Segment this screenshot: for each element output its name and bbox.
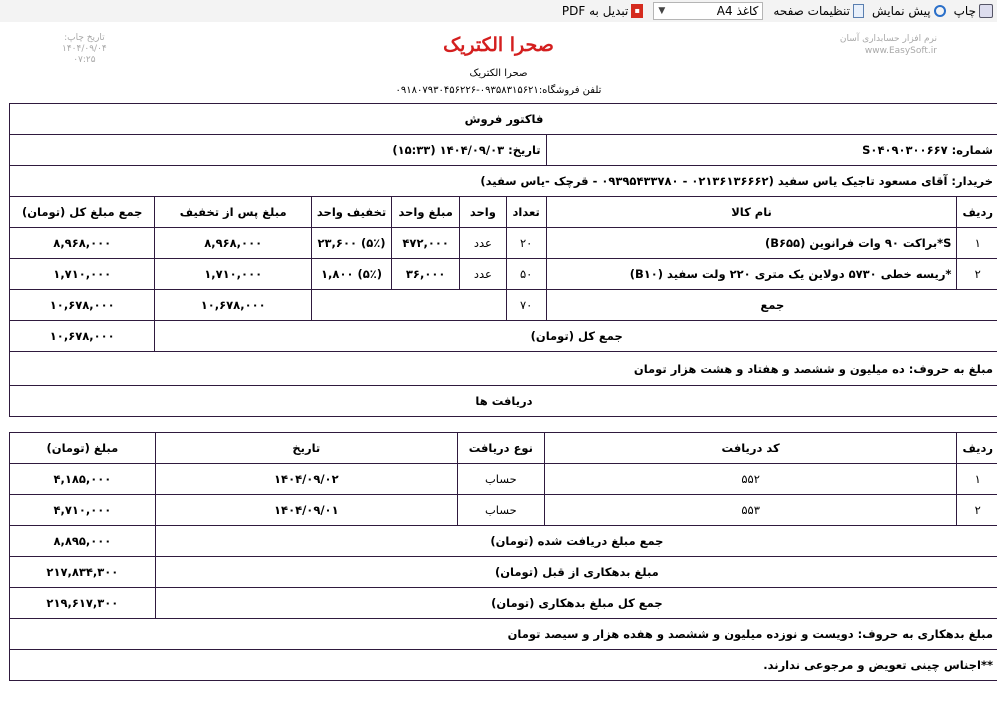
- grand-total-value: ۱۰,۶۷۸,۰۰۰: [10, 321, 155, 352]
- pay-amount: ۴,۷۱۰,۰۰۰: [10, 495, 156, 526]
- pay-type: حساب: [457, 464, 544, 495]
- invoice-table: [9, 103, 997, 417]
- print-date-block: [62, 33, 107, 66]
- pay-col-row: ردیف: [957, 433, 997, 464]
- amount-in-words: مبلغ به حروف: ده میلیون و ششصد و هفتاد و هشت هزار تومان: [10, 352, 997, 386]
- page-icon: [853, 4, 864, 18]
- pdf-label: تبدیل به PDF: [561, 4, 629, 18]
- table-row: [10, 259, 997, 290]
- grand-total-label: جمع کل (تومان): [155, 321, 997, 352]
- pay-type: حساب: [457, 495, 544, 526]
- payments-header-row: [10, 433, 997, 464]
- sum-empty-cell: [311, 290, 506, 321]
- total-debt-value: ۲۱۹,۶۱۷,۳۰۰: [10, 588, 156, 619]
- item-qty: ۵۰: [506, 259, 546, 290]
- shop-name: صحرا الکتریک: [443, 34, 554, 56]
- software-name: نرم افزار حسابداری آسان: [839, 34, 937, 44]
- print-button[interactable]: [950, 4, 997, 18]
- shop-phone: تلفن فروشگاه:۰۹۳۵۸۳۱۵۶۲۱-۰۹۱۸۰۷۹۳۰۴۵۶۲۲۶: [395, 85, 602, 96]
- preview-button[interactable]: [868, 4, 950, 18]
- pay-code: ۵۵۲: [544, 464, 957, 495]
- software-url: www.EasySoft.ir: [864, 46, 937, 56]
- item-unit: عدد: [460, 259, 507, 290]
- pdf-export-button[interactable]: [558, 4, 647, 18]
- paper-size-select[interactable]: [653, 2, 763, 20]
- item-name: S*براکت ۹۰ وات فرانوین (B۶۵۵): [546, 228, 957, 259]
- payments-title: دریافت ها: [10, 386, 997, 417]
- sum-label: جمع: [546, 290, 997, 321]
- invoice-title: فاکتور فروش: [10, 104, 997, 135]
- sum-qty: ۷۰: [506, 290, 546, 321]
- total-received-label: جمع مبلغ دریافت شده (تومان): [155, 526, 997, 557]
- previous-debt-row: [10, 557, 997, 588]
- col-total: جمع مبلغ کل (تومان): [10, 197, 155, 228]
- col-after-discount: مبلغ پس از تخفیف: [155, 197, 311, 228]
- item-discount: (۵٪) ۲۳,۶۰۰: [311, 228, 391, 259]
- pay-col-type: نوع دریافت: [457, 433, 544, 464]
- invoice-page: [0, 22, 997, 701]
- invoice-number: شماره: S۰۴۰۹۰۳۰۰۶۶۷: [546, 135, 997, 166]
- invoice-note: **اجناس چینی تعویض و مرجوعی ندارند.: [10, 650, 997, 681]
- shop-subtitle: صحرا الکتریک: [469, 68, 528, 79]
- toolbar: [0, 0, 997, 23]
- page-settings-label: تنظیمات صفحه: [773, 4, 850, 18]
- buyer-info: خریدار: آقای مسعود تاجیک یاس سفید (۰۲۱۳۶۱۳۶۶۶۲ - ۰۹۳۹۵۴۳۳۷۸۰ - قرچک -یاس سفید): [10, 166, 997, 197]
- pay-amount: ۴,۱۸۵,۰۰۰: [10, 464, 156, 495]
- pay-row-number: ۱: [957, 464, 997, 495]
- page-settings-button[interactable]: [769, 4, 868, 18]
- item-unit-price: ۳۶,۰۰۰: [392, 259, 460, 290]
- table-row: [10, 495, 997, 526]
- item-unit: عدد: [460, 228, 507, 259]
- chevron-down-icon: ▼: [658, 6, 666, 16]
- pay-col-code: کد دریافت: [544, 433, 957, 464]
- print-date-label: تاریخ چاپ:: [64, 33, 105, 43]
- invoice-date: تاریخ: ۱۴۰۴/۰۹/۰۳ (۱۵:۳۳): [10, 135, 547, 166]
- previous-debt-label: مبلغ بدهکاری از قبل (تومان): [155, 557, 997, 588]
- pay-date: ۱۴۰۴/۰۹/۰۱: [155, 495, 457, 526]
- total-debt-row: [10, 588, 997, 619]
- pdf-icon: ▪: [631, 4, 643, 18]
- grand-total-row: [10, 321, 997, 352]
- col-row: ردیف: [957, 197, 997, 228]
- sum-row: [10, 290, 997, 321]
- item-qty: ۲۰: [506, 228, 546, 259]
- col-unit: واحد: [460, 197, 507, 228]
- sum-total: ۱۰,۶۷۸,۰۰۰: [10, 290, 155, 321]
- pay-col-amount: مبلغ (تومان): [10, 433, 156, 464]
- print-date: ۱۴۰۴/۰۹/۰۴: [62, 44, 107, 54]
- payments-table: [9, 432, 997, 681]
- items-header-row: [10, 197, 997, 228]
- item-discount: (۵٪) ۱,۸۰۰: [311, 259, 391, 290]
- preview-icon: [934, 5, 946, 17]
- item-total: ۸,۹۶۸,۰۰۰: [10, 228, 155, 259]
- total-received-row: [10, 526, 997, 557]
- sum-after-discount: ۱۰,۶۷۸,۰۰۰: [155, 290, 311, 321]
- table-row: [10, 228, 997, 259]
- previous-debt-value: ۲۱۷,۸۳۴,۳۰۰: [10, 557, 156, 588]
- pay-date: ۱۴۰۴/۰۹/۰۲: [155, 464, 457, 495]
- col-unit-price: مبلغ واحد: [392, 197, 460, 228]
- item-row-number: ۲: [957, 259, 997, 290]
- col-item-name: نام کالا: [546, 197, 957, 228]
- table-row: [10, 464, 997, 495]
- pay-code: ۵۵۳: [544, 495, 957, 526]
- print-time: ۰۷:۲۵: [73, 55, 96, 65]
- debt-in-words: مبلغ بدهکاری به حروف: دویست و نوزده میلیون و ششصد و هفده هزار و سیصد تومان: [10, 619, 997, 650]
- item-total: ۱,۷۱۰,۰۰۰: [10, 259, 155, 290]
- pay-row-number: ۲: [957, 495, 997, 526]
- item-after-discount: ۸,۹۶۸,۰۰۰: [155, 228, 311, 259]
- col-unit-discount: تخفیف واحد: [311, 197, 391, 228]
- print-label: چاپ: [953, 4, 976, 18]
- col-qty: تعداد: [506, 197, 546, 228]
- item-after-discount: ۱,۷۱۰,۰۰۰: [155, 259, 311, 290]
- preview-label: پیش نمایش: [871, 4, 931, 18]
- item-row-number: ۱: [957, 228, 997, 259]
- total-received-value: ۸,۸۹۵,۰۰۰: [10, 526, 156, 557]
- total-debt-label: جمع کل مبلغ بدهکاری (تومان): [155, 588, 997, 619]
- print-icon: [979, 4, 993, 18]
- item-unit-price: ۴۷۲,۰۰۰: [392, 228, 460, 259]
- paper-size-value: کاغذ A4: [716, 4, 759, 18]
- pay-col-date: تاریخ: [155, 433, 457, 464]
- item-name: *ریسه خطی ۵۷۳۰ دولاین یک متری ۲۲۰ ولت سفید (B۱۰): [546, 259, 957, 290]
